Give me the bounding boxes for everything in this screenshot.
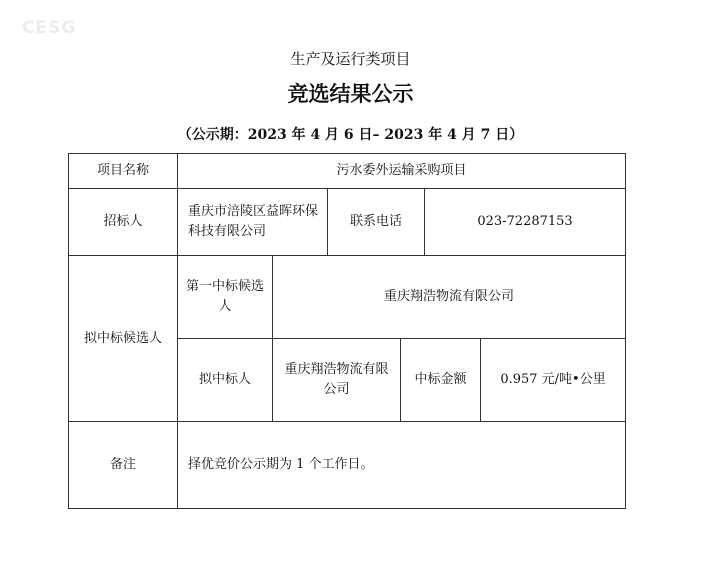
contact-phone-label: 联系电话	[328, 189, 425, 256]
project-name-value: 污水委外运输采购项目	[178, 154, 626, 189]
candidate-section-label: 拟中标候选人	[69, 256, 178, 422]
page-title: 竞选结果公示	[287, 81, 414, 106]
watermark-logo: CESG	[22, 18, 77, 38]
bidder-label: 招标人	[69, 189, 178, 256]
proposed-winner-value: 重庆翔浩物流有限公司	[273, 339, 401, 422]
table-row	[69, 154, 626, 189]
bidder-value: 重庆市涪陵区益晖环保科技有限公司	[178, 189, 328, 256]
remarks-label: 备注	[69, 422, 178, 509]
result-table	[68, 153, 626, 509]
table-row	[69, 422, 626, 509]
first-candidate-value: 重庆翔浩物流有限公司	[273, 256, 626, 339]
contact-phone-value: 023-72287153	[425, 189, 626, 256]
table-row	[69, 256, 626, 339]
winning-amount-label: 中标金额	[401, 339, 481, 422]
project-name-label: 项目名称	[69, 154, 178, 189]
table-row	[69, 189, 626, 256]
proposed-winner-label: 拟中标人	[178, 339, 273, 422]
publicity-period: （公示期：2023 年 4 月 6 日– 2023 年 4 月 7 日）	[177, 127, 524, 143]
category-title: 生产及运行类项目	[290, 50, 411, 68]
remarks-value: 择优竞价公示期为 1 个工作日。	[178, 422, 626, 509]
winning-amount-value: 0.957 元/吨•公里	[481, 339, 626, 422]
first-candidate-label: 第一中标候选人	[178, 256, 273, 339]
